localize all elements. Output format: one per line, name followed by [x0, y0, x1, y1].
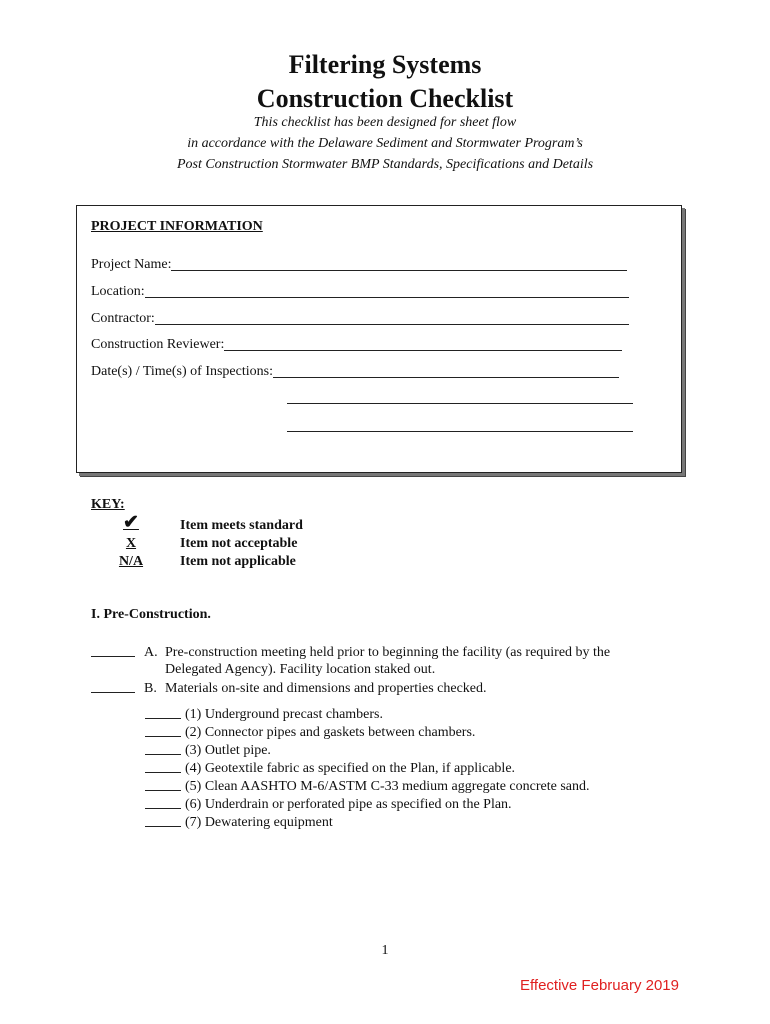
document-title: Filtering Systems: [288, 50, 482, 79]
location-input-line[interactable]: [145, 283, 629, 298]
checklist-item-b: [91, 680, 487, 699]
subtitle-line: This checklist has been designed for sheet flow: [253, 115, 517, 130]
key-symbol: N/A: [118, 554, 144, 569]
checklist-subitem: [145, 814, 333, 833]
inspection-dates-extra-line[interactable]: [287, 402, 633, 404]
key-description: Item not applicable: [180, 554, 296, 569]
item-text: Pre-construction meeting held prior to beginning the facility (as required by the: [165, 645, 611, 660]
check-blank[interactable]: [145, 814, 181, 827]
project-name-input-line[interactable]: [171, 256, 627, 271]
document-title-line2: Construction Checklist: [256, 84, 514, 113]
subtitle-line: Post Construction Stormwater BMP Standards, Specifications and Details: [176, 157, 594, 172]
checklist-subitem: [145, 760, 516, 779]
project-information-heading: PROJECT INFORMATION: [91, 219, 263, 234]
checklist-subitem: [145, 778, 590, 797]
key-heading: KEY:: [91, 497, 125, 512]
checklist-subitem: [145, 706, 384, 725]
inspection-dates-field[interactable]: [91, 362, 619, 380]
subitem-text: (6) Underdrain or perforated pipe as specified on the Plan.: [185, 797, 512, 812]
project-information-box: [76, 205, 682, 473]
checkmark-icon: ✔: [123, 512, 139, 533]
subitem-text: (3) Outlet pipe.: [185, 743, 271, 758]
field-label: Date(s) / Time(s) of Inspections:: [91, 364, 273, 379]
check-blank[interactable]: [91, 680, 135, 693]
check-blank[interactable]: [91, 644, 135, 657]
construction-reviewer-field[interactable]: [91, 335, 622, 353]
check-blank[interactable]: [145, 796, 181, 809]
construction-reviewer-input-line[interactable]: [224, 336, 622, 351]
key-description: Item not acceptable: [180, 536, 298, 551]
page-number: 1: [381, 943, 389, 958]
subtitle-line: in accordance with the Delaware Sediment and Stormwater Program’s: [187, 136, 583, 151]
inspection-dates-extra-line[interactable]: [287, 430, 633, 432]
check-blank[interactable]: [145, 760, 181, 773]
subitem-text: (4) Geotextile fabric as specified on the Plan, if applicable.: [185, 761, 516, 776]
subitem-text: (5) Clean AASHTO M-6/ASTM C-33 medium aggregate concrete sand.: [185, 779, 590, 794]
checklist-subitem: [145, 796, 512, 815]
document-subtitle: [0, 112, 770, 175]
inspection-dates-input-line[interactable]: [273, 363, 619, 378]
project-name-field[interactable]: [91, 255, 627, 273]
contractor-field[interactable]: [91, 309, 629, 327]
effective-date: Effective February 2019: [520, 977, 679, 994]
key-description: Item meets standard: [180, 518, 303, 533]
check-blank[interactable]: [145, 778, 181, 791]
location-field[interactable]: [91, 282, 629, 300]
checklist-subitem: [145, 742, 271, 761]
field-label: Project Name:: [91, 257, 172, 272]
check-blank[interactable]: [145, 724, 181, 737]
field-label: Contractor:: [91, 311, 155, 326]
section-heading: I. Pre-Construction.: [91, 607, 211, 622]
checklist-subitem: [145, 724, 476, 743]
check-blank[interactable]: [145, 706, 181, 719]
item-letter: B.: [144, 681, 157, 696]
item-text: Materials on-site and dimensions and properties checked.: [165, 681, 487, 696]
contractor-input-line[interactable]: [155, 310, 629, 325]
field-label: Construction Reviewer:: [91, 337, 225, 352]
subitem-text: (1) Underground precast chambers.: [185, 707, 384, 722]
subitem-text: (7) Dewatering equipment: [185, 815, 333, 830]
key-symbol: X: [125, 536, 137, 551]
field-label: Location:: [91, 284, 145, 299]
item-text: Delegated Agency). Facility location staked out.: [165, 662, 436, 677]
subitem-text: (2) Connector pipes and gaskets between chambers.: [185, 725, 476, 740]
item-letter: A.: [144, 645, 158, 660]
check-blank[interactable]: [145, 742, 181, 755]
checklist-item-a: [91, 644, 611, 677]
